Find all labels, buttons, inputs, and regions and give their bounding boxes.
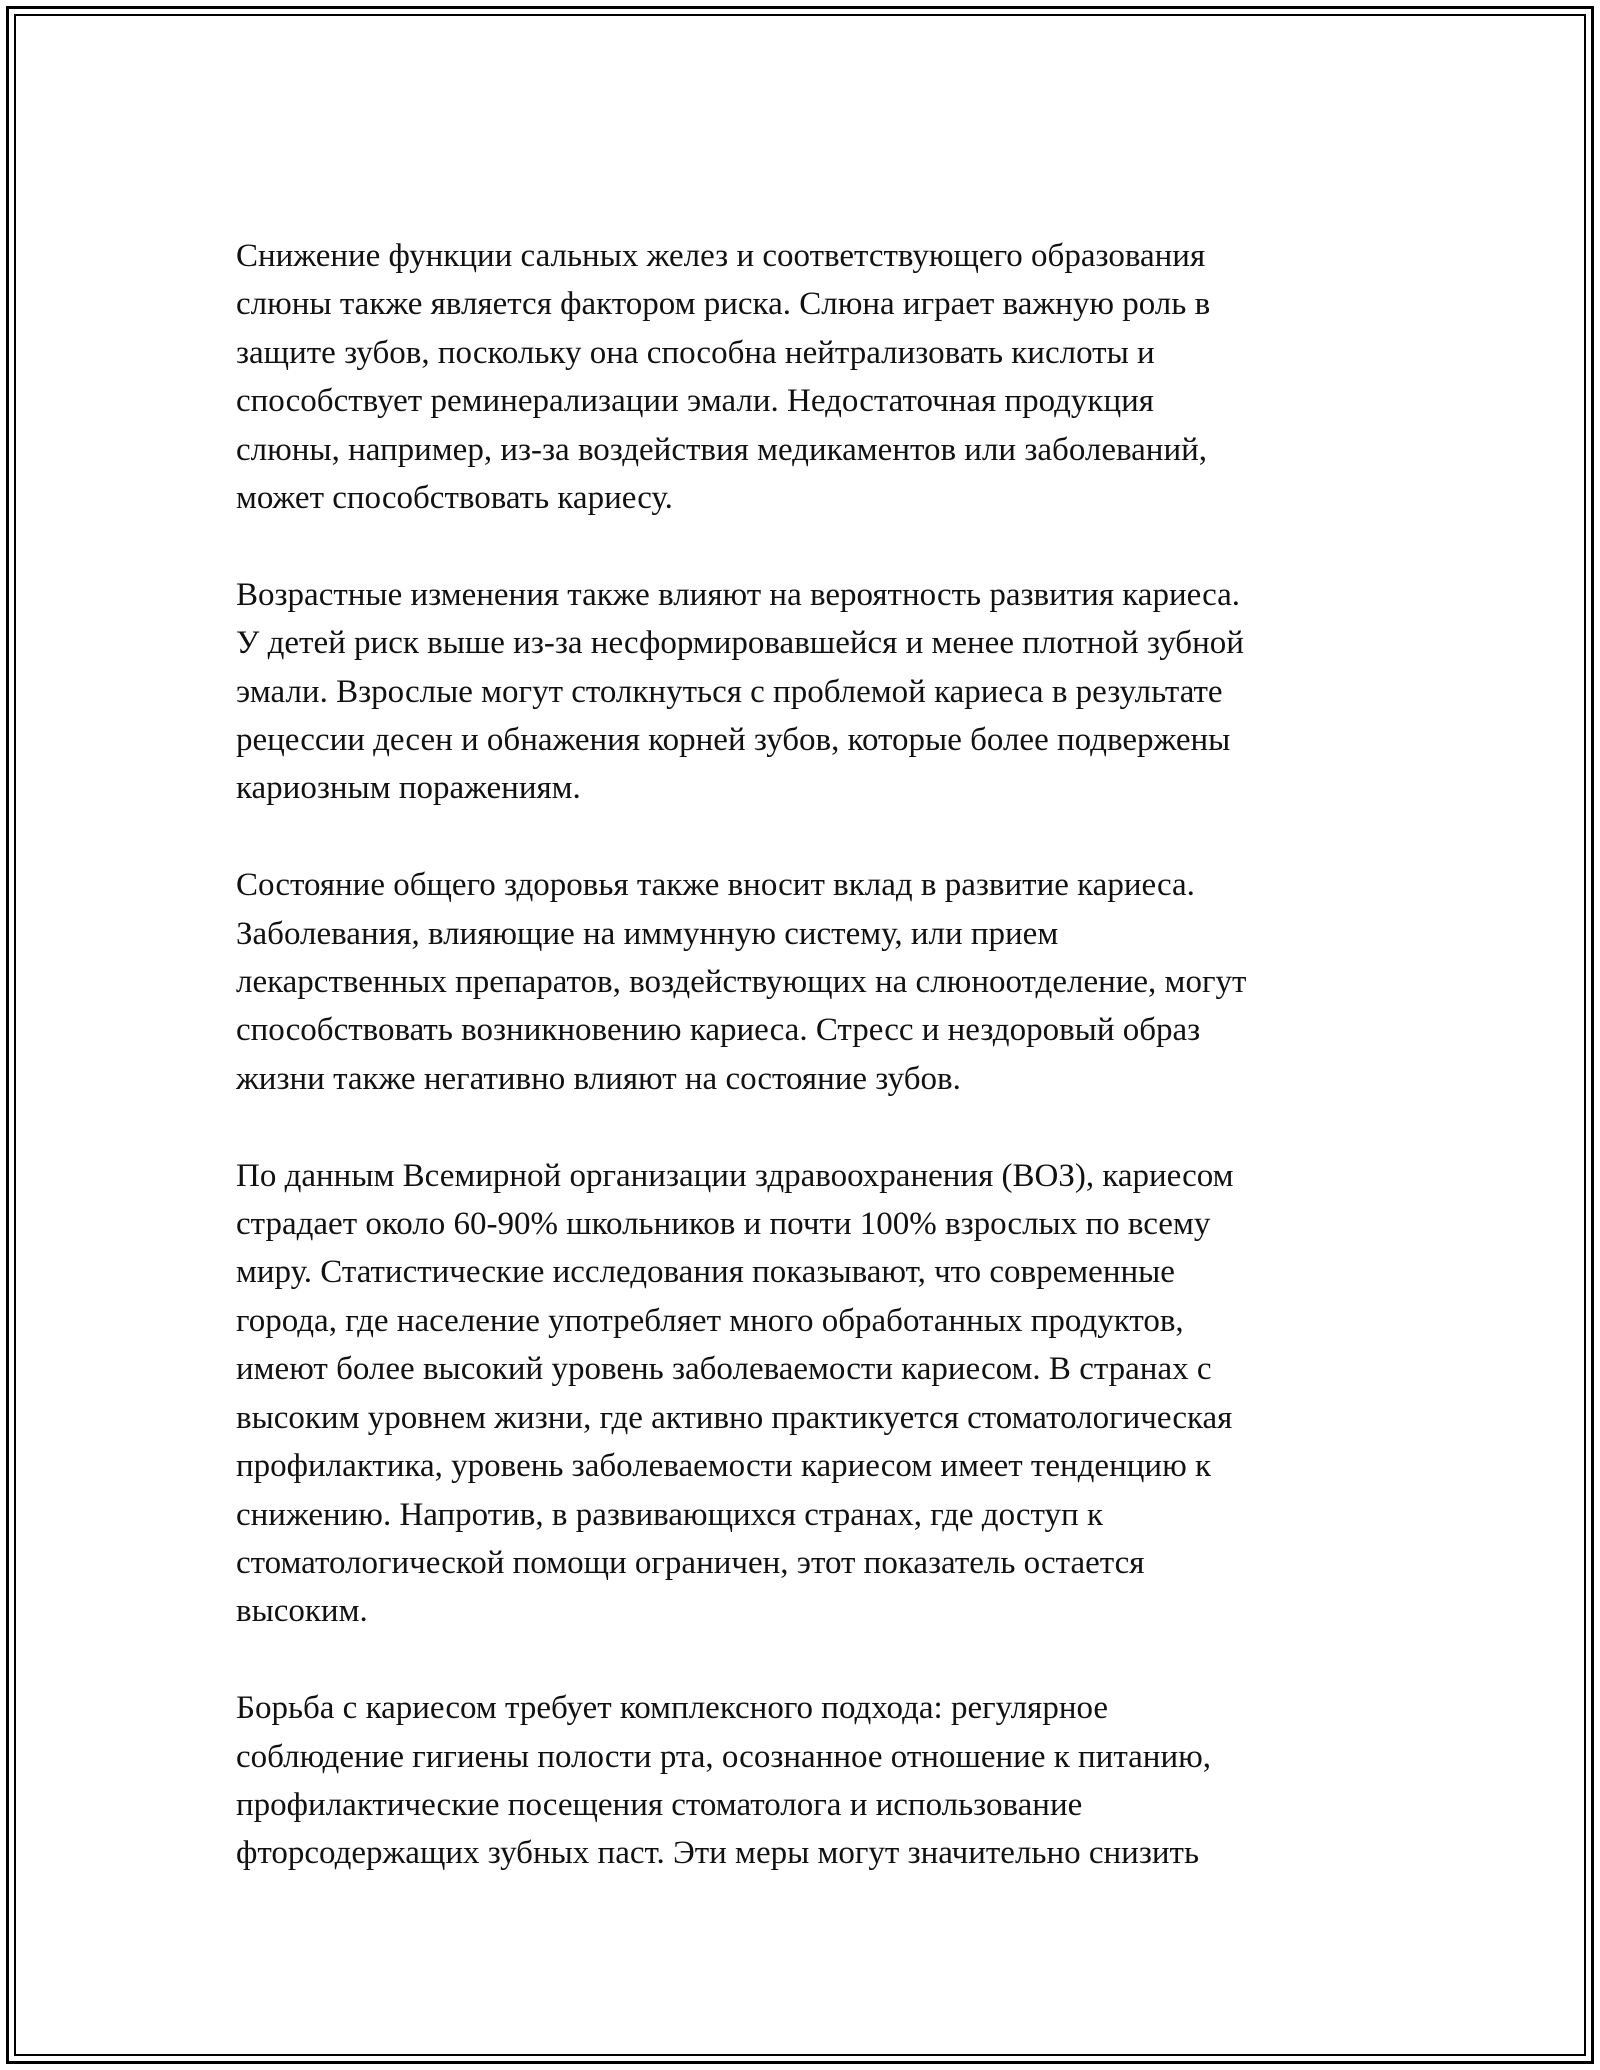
text-line: Снижение функции сальных желез и соответствующего образования <box>236 238 1206 274</box>
text-line: способствовать возникновению кариеса. Стресс и нездоровый образ <box>236 1012 1201 1049</box>
text-line: способствует реминерализации эмали. Недостаточная продукция <box>236 383 1154 420</box>
text-line: Заболевания, влияющие на иммунную систему, или прием <box>236 915 1059 952</box>
text-line: У детей риск выше из-за несформировавшейся и менее плотной зубной <box>236 625 1244 662</box>
paragraph-statistics <box>236 1152 1406 1636</box>
text-line: может способствовать кариесу. <box>236 480 673 517</box>
text-line: рецессии десен и обнажения корней зубов, которые более подвержены <box>236 722 1231 759</box>
text-line: профилактические посещения стоматолога и использование <box>236 1786 1083 1823</box>
text-line: соблюдение гигиены полости рта, осознанное отношение к питанию, <box>236 1738 1212 1775</box>
text-line: высоким. <box>236 1593 368 1630</box>
text-line: кариозным поражениям. <box>236 770 581 807</box>
paragraph-health <box>236 861 1406 1103</box>
text-line: страдает около 60-90% школьников и почти 100% взрослых по всему <box>236 1206 1211 1243</box>
document-body <box>236 232 1406 1926</box>
text-line: имеют более высокий уровень заболеваемости кариесом. В странах с <box>236 1351 1212 1388</box>
text-line: эмали. Взрослые могут столкнуться с проблемой кариеса в результате <box>236 673 1223 710</box>
text-line: Состояние общего здоровья также вносит вклад в развитие кариеса. <box>236 867 1195 904</box>
text-line: высоким уровнем жизни, где активно практикуется стоматологическая <box>236 1399 1233 1436</box>
text-line: По данным Всемирной организации здравоохранения (ВОЗ), кариесом <box>236 1157 1234 1194</box>
text-line: миру. Статистические исследования показывают, что современные <box>236 1254 1175 1291</box>
text-line: лекарственных препаратов, воздействующих на слюноотделение, могут <box>236 964 1247 1001</box>
text-line: стоматологической помощи ограничен, этот показатель остается <box>236 1544 1145 1581</box>
paragraph-saliva <box>236 232 1406 522</box>
text-line: снижению. Напротив, в развивающихся странах, где доступ к <box>236 1496 1103 1533</box>
text-line: Возрастные изменения также влияют на вероятность развития кариеса. <box>236 576 1241 613</box>
text-line: фторсодержащих зубных паст. Эти меры могут значительно снизить <box>236 1835 1200 1872</box>
paragraph-age <box>236 571 1406 813</box>
text-line: защите зубов, поскольку она способна нейтрализовать кислоты и <box>236 334 1155 371</box>
text-line: города, где население употребляет много обработанных продуктов, <box>236 1302 1184 1339</box>
text-line: слюны, например, из-за воздействия медикаментов или заболеваний, <box>236 431 1208 468</box>
text-line: жизни также негативно влияют на состояние зубов. <box>236 1060 961 1097</box>
paragraph-prevention <box>236 1684 1406 1878</box>
text-line: слюны также является фактором риска. Слюна играет важную роль в <box>236 286 1211 323</box>
text-line: профилактика, уровень заболеваемости кариесом имеет тенденцию к <box>236 1448 1211 1485</box>
text-line: Борьба с кариесом требует комплексного подхода: регулярное <box>236 1690 1109 1727</box>
